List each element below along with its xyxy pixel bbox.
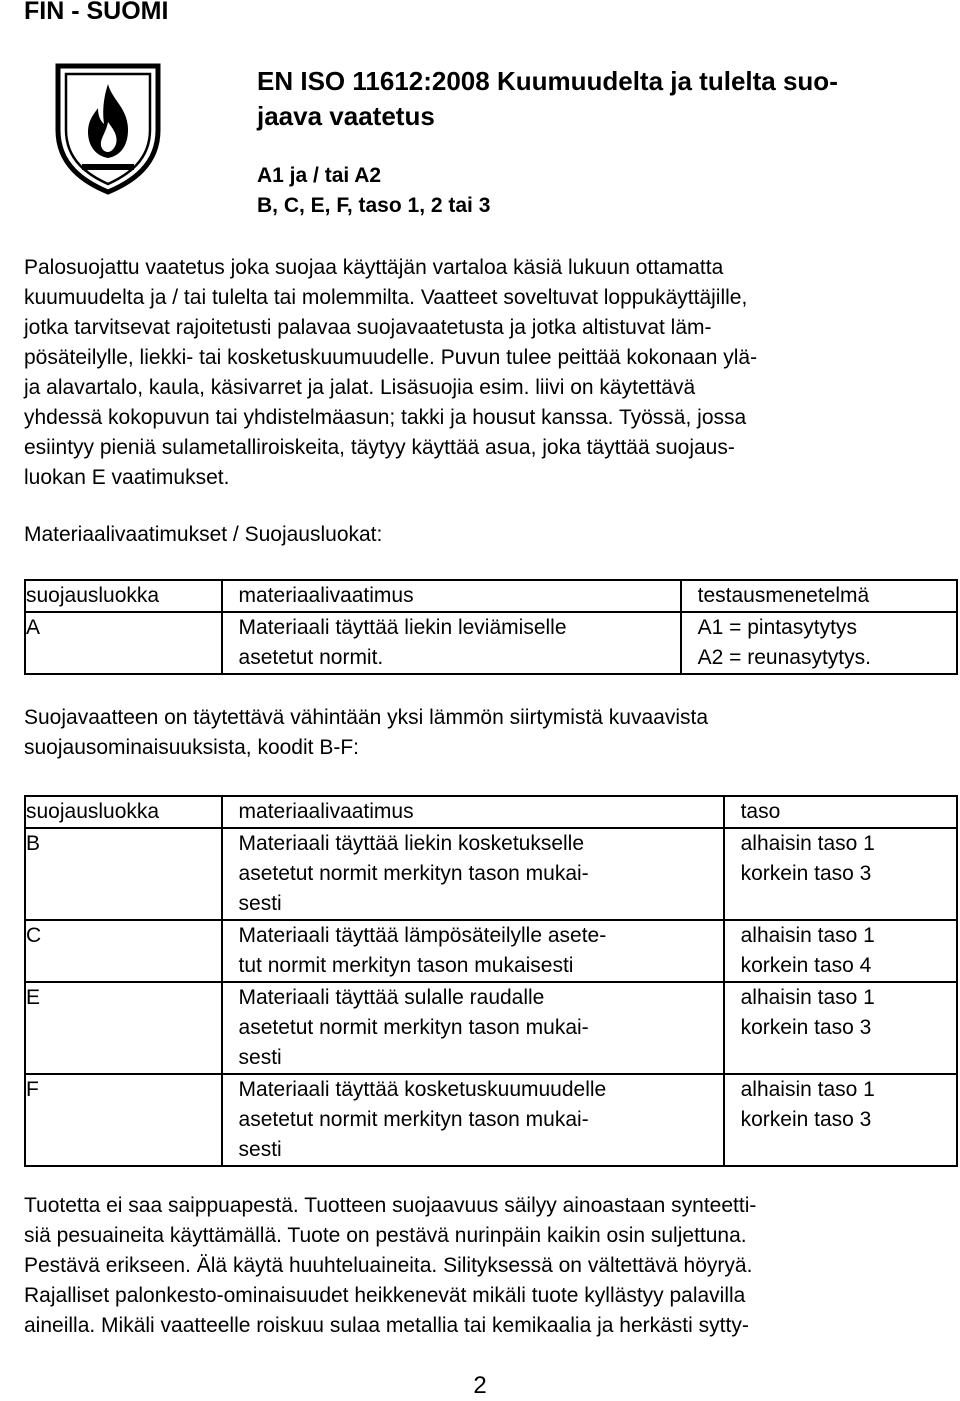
materials-heading: Materiaalivaatimukset / Suojausluokat: xyxy=(24,523,383,546)
class-cell: F xyxy=(25,1074,222,1166)
cell-line: korkein taso 3 xyxy=(740,1108,872,1131)
care-paragraph xyxy=(24,1191,936,1341)
cell-line: A2 = reunasytytys. xyxy=(697,646,871,669)
requirement-cell xyxy=(222,920,724,982)
cell-line: korkein taso 3 xyxy=(740,862,872,885)
intro-paragraph xyxy=(24,253,936,493)
text-line: Suojavaatteen on täytettävä vähintään yksi lämmön siirtymistä kuvaavista xyxy=(24,706,709,729)
heat-classes-table xyxy=(24,795,958,1167)
cell-line: asetetut normit. xyxy=(238,646,384,669)
text-line: aineilla. Mikäli vaatteelle roiskuu sulaa metallia tai kemikaalia ja herkästi sytty- xyxy=(24,1314,749,1337)
header-cell: testausmenetelmä xyxy=(681,580,957,612)
section-heading: FIN - SUOMI xyxy=(24,0,169,25)
cell-line: korkein taso 3 xyxy=(740,1016,872,1039)
page-number: 2 xyxy=(473,1372,487,1399)
materials-table xyxy=(24,579,958,675)
table-row xyxy=(25,612,957,674)
table-row xyxy=(25,1074,957,1166)
document-title xyxy=(257,64,937,134)
cell-line: Materiaali täyttää liekin kosketukselle xyxy=(238,832,585,855)
header-cell: taso xyxy=(724,796,957,828)
table-header-row xyxy=(25,580,957,612)
table-row xyxy=(25,920,957,982)
table-header-row xyxy=(25,796,957,828)
table-row xyxy=(25,828,957,920)
cell-line: korkein taso 4 xyxy=(740,954,872,977)
table-row xyxy=(25,982,957,1074)
cell-line: Materiaali täyttää sulalle raudalle xyxy=(238,986,545,1009)
cell-line: A1 = pintasytytys xyxy=(697,616,857,639)
requirement-cell xyxy=(222,982,724,1074)
cell-line: alhaisin taso 1 xyxy=(740,924,875,947)
cell-line: alhaisin taso 1 xyxy=(740,986,875,1009)
text-line: siä pesuaineita käyttämällä. Tuote on pestävä nurinpäin kaikin osin suljettuna. xyxy=(24,1224,747,1247)
heat-flame-shield-icon xyxy=(52,60,164,196)
cell-line: alhaisin taso 1 xyxy=(740,1078,875,1101)
level-cell xyxy=(724,1074,957,1166)
cell-line: asetetut normit merkityn tason mukai- xyxy=(238,862,589,885)
text-line: suojausominaisuuksista, koodit B-F: xyxy=(24,736,359,759)
cell-line: Materiaali täyttää kosketuskuumuudelle xyxy=(238,1078,607,1101)
test-method-cell xyxy=(681,612,957,674)
cell-line: sesti xyxy=(238,1138,282,1161)
cell-line: Materiaali täyttää lämpösäteilylle asete- xyxy=(238,924,607,947)
title-line: EN ISO 11612:2008 Kuumuudelta ja tulelta suo- xyxy=(257,66,838,96)
header-cell: materiaalivaatimus xyxy=(222,580,681,612)
text-line: Pestävä erikseen. Älä käytä huuhteluaineita. Silityksessä on vältettävä höyryä. xyxy=(24,1254,753,1277)
cell-line: sesti xyxy=(238,892,282,915)
requirement-cell xyxy=(222,612,681,674)
class-cell: A xyxy=(25,612,222,674)
cell-line: asetetut normit merkityn tason mukai- xyxy=(238,1016,589,1039)
cell-line: sesti xyxy=(238,1046,282,1069)
requirement-cell xyxy=(222,828,724,920)
level-cell xyxy=(724,920,957,982)
text-line: yhdessä kokopuvun tai yhdistelmäasun; takki ja housut kanssa. Työssä, jossa xyxy=(24,406,747,429)
heat-transfer-paragraph xyxy=(24,703,936,763)
class-cell: C xyxy=(25,920,222,982)
level-cell xyxy=(724,828,957,920)
cell-line: alhaisin taso 1 xyxy=(740,832,875,855)
text-line: esiintyy pieniä sulametalliroiskeita, täytyy käyttää asua, joka täyttää suojaus- xyxy=(24,436,735,459)
text-line: luokan E vaatimukset. xyxy=(24,466,230,489)
class-cell: E xyxy=(25,982,222,1074)
title-line: jaava vaatetus xyxy=(257,101,435,131)
header-cell: suojausluokka xyxy=(25,796,222,828)
classes-line: B, C, E, F, taso 1, 2 tai 3 xyxy=(257,194,491,217)
classes-line: A1 ja / tai A2 xyxy=(257,164,382,187)
class-cell: B xyxy=(25,828,222,920)
cell-line: asetetut normit merkityn tason mukai- xyxy=(238,1108,589,1131)
text-line: Palosuojattu vaatetus joka suojaa käyttäjän vartaloa käsiä lukuun ottamatta xyxy=(24,256,724,279)
text-line: ja alavartalo, kaula, käsivarret ja jalat. Lisäsuojia esim. liivi on käytettävä xyxy=(24,376,696,399)
requirement-cell xyxy=(222,1074,724,1166)
text-line: Rajalliset palonkesto-ominaisuudet heikkenevät mikäli tuote kyllästyy palavilla xyxy=(24,1284,746,1307)
level-cell xyxy=(724,982,957,1074)
cell-line: tut normit merkityn tason mukaisesti xyxy=(238,954,574,977)
text-line: pösäteilylle, liekki- tai kosketuskuumuudelle. Puvun tulee peittää kokonaan ylä- xyxy=(24,346,758,369)
text-line: Tuotetta ei saa saippuapestä. Tuotteen suojaavuus säilyy ainoastaan synteetti- xyxy=(24,1194,757,1217)
text-line: kuumuudelta ja / tai tulelta tai molemmilta. Vaatteet soveltuvat loppukäyttäjille, xyxy=(24,286,748,309)
header-cell: suojausluokka xyxy=(25,580,222,612)
protection-classes xyxy=(257,161,490,221)
text-line: jotka tarvitsevat rajoitetusti palavaa suojavaatetusta ja jotka altistuvat läm- xyxy=(24,316,712,339)
header-cell: materiaalivaatimus xyxy=(222,796,724,828)
cell-line: Materiaali täyttää liekin leviämiselle xyxy=(238,616,567,639)
